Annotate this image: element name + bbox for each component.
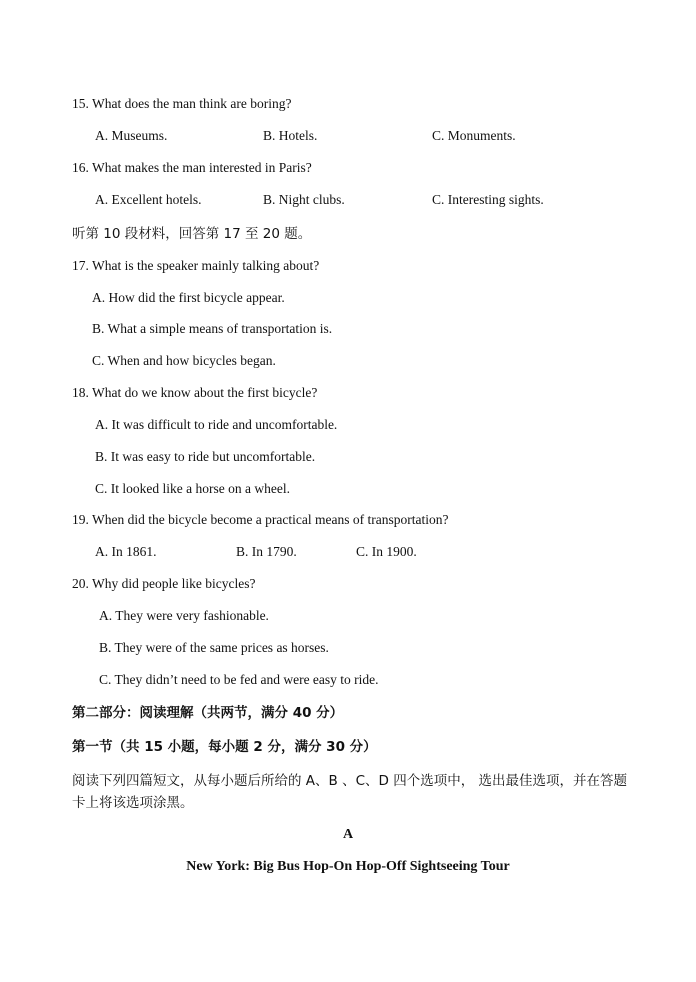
- question-17: 17. What is the speaker mainly talking about?: [72, 258, 320, 273]
- q18-option-c: C. It looked like a horse on a wheel.: [95, 481, 290, 496]
- q17-option-c: C. When and how bicycles began.: [92, 353, 276, 368]
- passage-title: New York: Big Bus Hop-On Hop-Off Sightseeing Tour: [186, 859, 510, 874]
- q16-option-b: B. Night clubs.: [263, 192, 345, 207]
- q19-option-c: C. In 1900.: [356, 544, 417, 559]
- question-19: 19. When did the bicycle become a practical means of transportation?: [72, 512, 449, 527]
- part-2-heading: 第二部分：阅读理解（共两节，满分 40 分）: [72, 705, 344, 721]
- q17-option-b: B. What a simple means of transportation is.: [92, 321, 333, 336]
- q16-option-c: C. Interesting sights.: [432, 192, 544, 207]
- question-15: 15. What does the man think are boring?: [72, 96, 292, 111]
- q17-option-a: A. How did the first bicycle appear.: [92, 290, 285, 305]
- question-16: 16. What makes the man interested in Paris?: [72, 160, 312, 175]
- section-1-heading: 第一节（共 15 小题，每小题 2 分，满分 30 分）: [72, 739, 377, 755]
- passage-10-instruction: 听第 10 段材料，回答第 17 至 20 题。: [72, 226, 312, 242]
- q20-option-a: A. They were very fashionable.: [99, 608, 269, 623]
- question-18: 18. What do we know about the first bicycle?: [72, 385, 318, 400]
- q20-option-b: B. They were of the same prices as horses.: [99, 640, 329, 655]
- passage-letter: A: [342, 827, 354, 842]
- q15-option-b: B. Hotels.: [263, 128, 318, 143]
- q15-option-c: C. Monuments.: [432, 128, 516, 143]
- q19-option-b: B. In 1790.: [236, 544, 297, 559]
- reading-instructions: 阅读下列四篇短文，从每小题后所给的 A、B 、C、D 四个选项中， 选出最佳选项，并在答题卡上将该选项涂黑。: [72, 773, 627, 811]
- q18-option-a: A. It was difficult to ride and uncomfortable.: [95, 417, 338, 432]
- q19-option-a: A. In 1861.: [95, 544, 157, 559]
- q16-option-a: A. Excellent hotels.: [95, 192, 202, 207]
- q18-option-b: B. It was easy to ride but uncomfortable.: [95, 449, 316, 464]
- q15-option-a: A. Museums.: [95, 128, 168, 143]
- q20-option-c: C. They didn’t need to be fed and were easy to ride.: [99, 672, 379, 687]
- question-20: 20. Why did people like bicycles?: [72, 576, 256, 591]
